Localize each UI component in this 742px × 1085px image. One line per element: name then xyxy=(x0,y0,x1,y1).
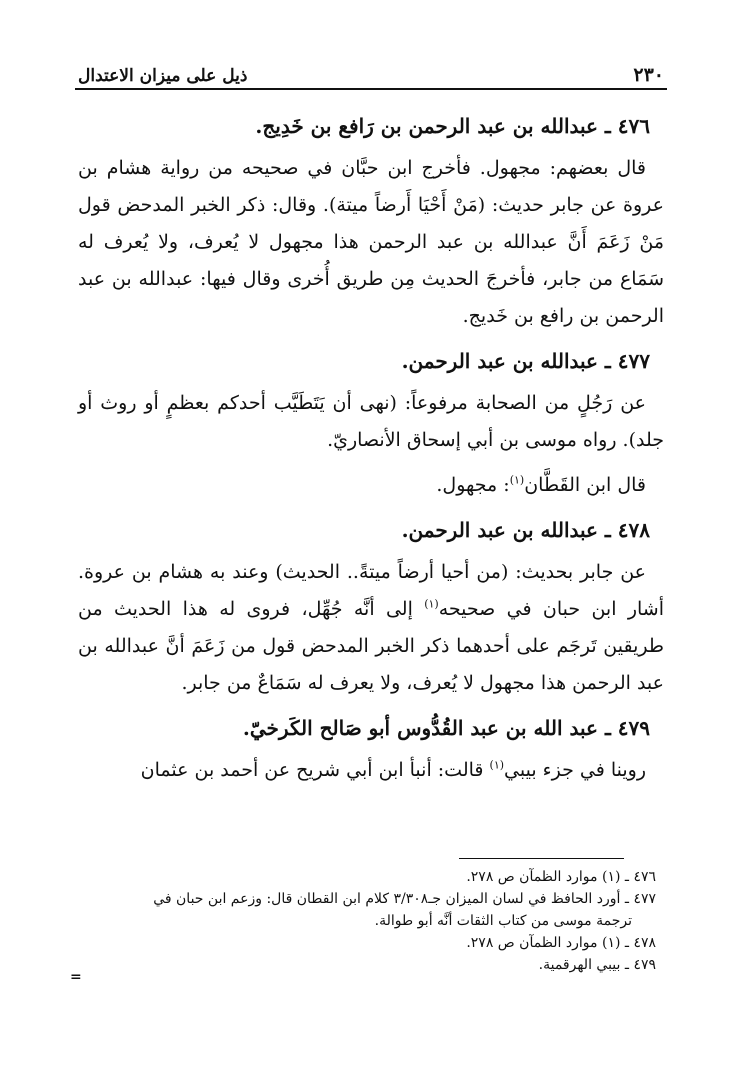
entry-477-note xyxy=(78,467,664,504)
footnote-479: ٤٧٩ ـ بيبي الهرقمية. xyxy=(538,957,656,973)
note-suffix: : مجهول. xyxy=(436,474,510,496)
main-text xyxy=(78,108,664,797)
entry-title-477: ٤٧٧ ـ عبدالله بن عبد الرحمن. xyxy=(401,349,650,373)
header-rule xyxy=(75,88,667,90)
footnotes xyxy=(70,866,656,976)
paragraph-part-after: إلى أنَّه جُهِّل، فروى له هذا الحديث من طريقين تَرجَم على أحدهما ذكر الخبر المدحض قول من زَعَمَ أنَّ عبدالله بن عبد الرحمن هذا مجهول لا يُعرف، ولا يعرف له سَمَاعٌ من جابر. xyxy=(78,598,664,694)
entry-477-paragraph: عن رَجُلٍ من الصحابة مرفوعاً: (نهى أن يَتَطَيَّب أحدكم بعظمٍ أو روث أو جلد). رواه موسى بن أبي إسحاق الأنصاريّ. xyxy=(78,392,664,451)
footnote-mark: (١) xyxy=(424,597,439,611)
page-header xyxy=(78,56,664,86)
page-number: ٢٣٠ xyxy=(633,64,664,86)
footnote-476: ٤٧٦ ـ (١) موارد الظمآن ص ٢٧٨. xyxy=(466,869,656,885)
entry-title-478: ٤٧٨ ـ عبدالله بن عبد الرحمن. xyxy=(401,518,650,542)
paragraph-part-after: قالت: أنبأ ابن أبي شريح عن أحمد بن عثمان xyxy=(140,759,490,781)
continuation-mark: = xyxy=(70,969,82,985)
paragraph-part-before: عن جابر بحديث: (من أحيا أرضاً ميتةً.. الحديث) وعند به هشام بن عروة. أشار ابن حبان في صحيحه xyxy=(78,561,664,620)
entry-476-paragraph: قال بعضهم: مجهول. فأخرج ابن حبَّان في صحيحه من رواية هشام بن عروة عن جابر حديث: (مَنْ أَحْيَا أَرضاً ميتة). وقال: ذكر الخبر المدحض قول مَنْ زَعَمَ أَنَّ عبدالله بن عبد الرحمن هذا مجهول لا يُعرف، ولا يُعرف له سَمَاع من جابر، فأخرجَ الحديث مِن طريق أُخرى وقال فيها: عبدالله بن عبد الرحمن بن رافع بن خَديج. xyxy=(78,157,664,327)
entry-478-paragraph xyxy=(78,554,664,702)
note-prefix: قال ابن القَطَّان xyxy=(524,474,646,496)
footnote-477-continued: ترجمة موسى من كتاب الثقات أنَّه أبو طوالة. xyxy=(374,913,632,929)
footnote-mark: (١) xyxy=(489,758,505,772)
entry-title-476: ٤٧٦ ـ عبدالله بن عبد الرحمن بن رَافع بن خَدِيج. xyxy=(255,114,650,138)
running-title: ذيل على ميزان الاعتدال xyxy=(78,66,248,86)
footnote-478: ٤٧٨ ـ (١) موارد الظمآن ص ٢٧٨. xyxy=(466,935,656,951)
paragraph-part-before: روينا في جزء بيبي xyxy=(504,759,646,781)
entry-title-479: ٤٧٩ ـ عبد الله بن عبد القُدُّوس أبو صَالح الكَرخيّ. xyxy=(242,716,650,740)
footnote-rule xyxy=(459,858,624,859)
footnote-477: ٤٧٧ ـ أورد الحافظ في لسان الميزان جـ٣/٣٠٨ كلام ابن القطان قال: وزعم ابن حبان في xyxy=(153,891,656,907)
entry-479-paragraph xyxy=(78,752,664,789)
footnote-mark: (١) xyxy=(509,473,525,487)
